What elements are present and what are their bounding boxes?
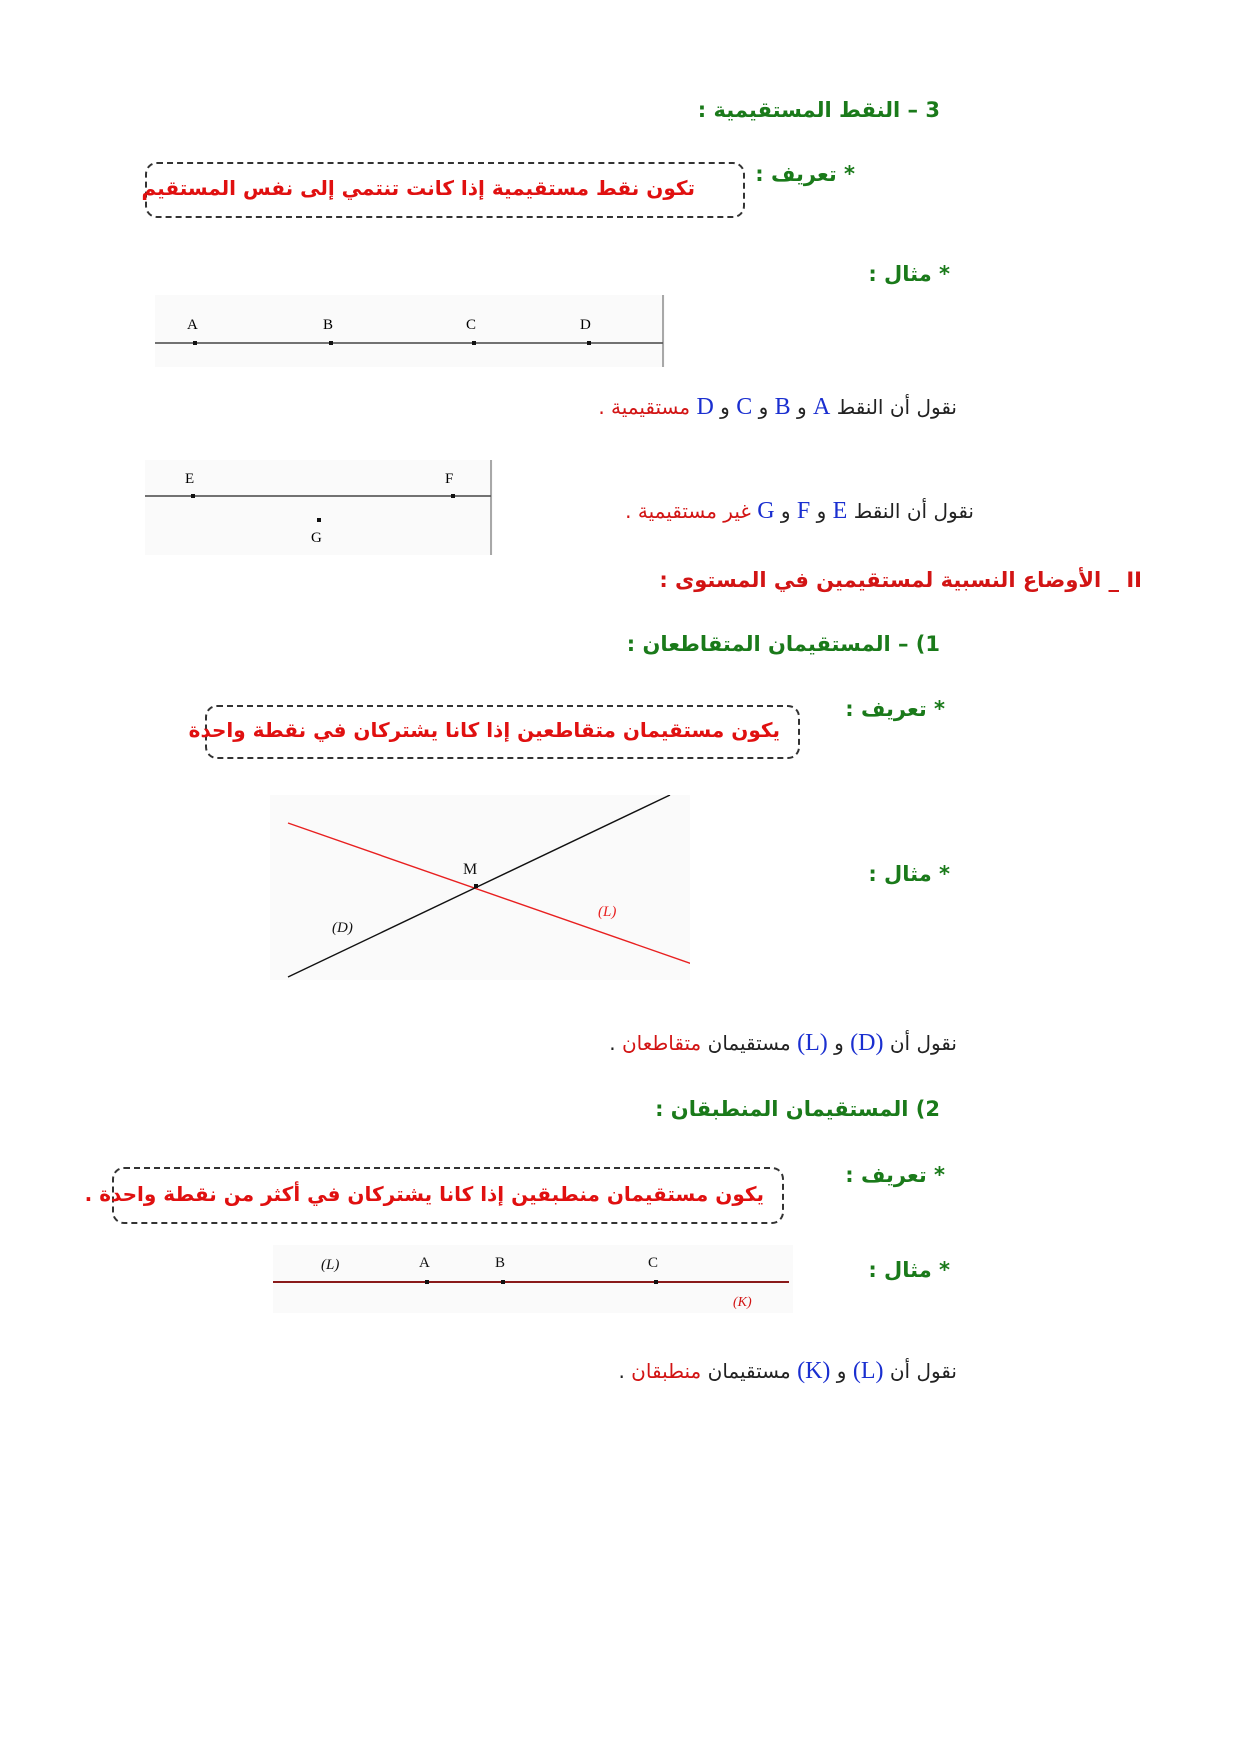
point-b-dot xyxy=(329,341,333,345)
statement-collinear: نقول أن النقط A و B و C و D مستقيمية . xyxy=(598,394,957,420)
line-l-label: (L) xyxy=(598,904,617,920)
point-b-label: B xyxy=(323,317,334,333)
point-a-label: A xyxy=(187,317,198,333)
sub1-title: 1) – المستقيمان المتقاطعان : xyxy=(626,632,940,656)
sub1-definition-label: * تعريف : xyxy=(845,697,945,721)
point-a-dot xyxy=(193,341,197,345)
point-c2-label: C xyxy=(648,1255,659,1271)
point-m-label: M xyxy=(463,861,478,878)
section3-definition-text: تكون نقط مستقيمية إذا كانت تنتمي إلى نفس المستقيم xyxy=(141,176,695,200)
point-a2-label: A xyxy=(419,1255,430,1271)
sub2-definition-text: يكون مستقيمان منطبقين إذا كانا يشتركان في أكثر من نقطة واحدة . xyxy=(84,1182,764,1206)
line-l xyxy=(288,823,690,965)
point-d-dot xyxy=(587,341,591,345)
point-m-dot xyxy=(474,884,478,888)
line-d xyxy=(288,795,670,977)
coincident-lines-figure xyxy=(273,1245,793,1313)
sub2-title: 2) المستقيمان المنطبقان : xyxy=(655,1097,940,1121)
point-d-label: D xyxy=(580,317,591,333)
collinear-figure xyxy=(155,295,665,367)
sub1-example-label: * مثال : xyxy=(868,862,950,886)
line-k-label: (K) xyxy=(733,1295,752,1310)
statement-noncollinear: نقول أن النقط E و F و G غير مستقيمية . xyxy=(625,498,974,524)
line-l2-label: (L) xyxy=(321,1257,340,1273)
sectionII-title: II _ الأوضاع النسبية لمستقيمين في المستوى : xyxy=(659,568,1142,592)
section3-example-label: * مثال : xyxy=(868,262,950,286)
point-c-label: C xyxy=(466,317,477,333)
point-e-label: E xyxy=(185,471,195,487)
point-b2-label: B xyxy=(495,1255,506,1271)
statement-coincident: نقول أن (L) و (K) مستقيمان منطبقان . xyxy=(618,1358,957,1384)
point-c-dot xyxy=(472,341,476,345)
statement-intersecting: نقول أن (D) و (L) مستقيمان متقاطعان . xyxy=(609,1030,957,1056)
point-f-label: F xyxy=(445,471,454,487)
line-d-label: (D) xyxy=(332,920,353,936)
sub2-example-label: * مثال : xyxy=(868,1258,950,1282)
section3-title: 3 – النقط المستقيمية : xyxy=(697,98,940,122)
intersecting-lines-figure xyxy=(270,795,690,980)
noncollinear-figure xyxy=(145,460,493,555)
sub2-definition-label: * تعريف : xyxy=(845,1163,945,1187)
sub1-definition-text: يكون مستقيمان متقاطعين إذا كانا يشتركان في نقطة واحدة xyxy=(188,718,780,742)
point-g-label: G xyxy=(311,530,322,546)
section3-definition-label: * تعريف : xyxy=(755,162,855,186)
